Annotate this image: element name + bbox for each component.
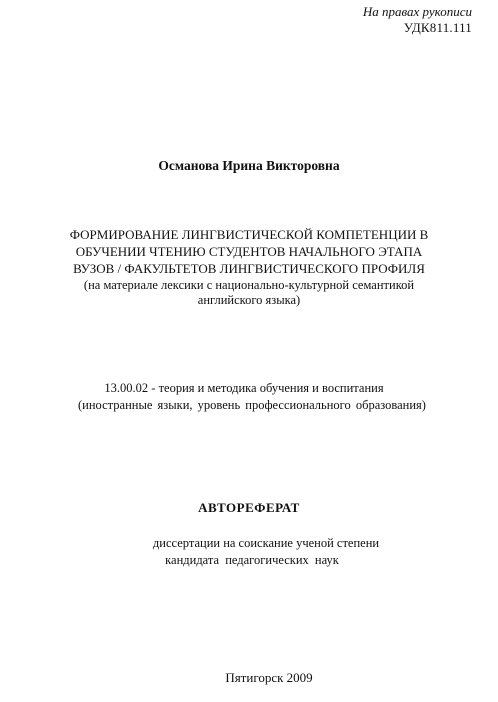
udk-code: УДК811.111	[403, 20, 472, 35]
dissertation-title	[0, 226, 498, 277]
degree-line: кандидата педагогических наук	[165, 553, 339, 567]
title-line: ФОРМИРОВАНИЕ ЛИНГВИСТИЧЕСКОЙ КОМПЕТЕНЦИИ В	[69, 227, 429, 242]
document-type-heading: АВТОРЕФЕРАТ	[198, 500, 300, 515]
title-line: ВУЗОВ / ФАКУЛЬТЕТОВ ЛИНГВИСТИЧЕСКОГО ПРОФИЛЯ	[73, 261, 425, 276]
specialty-code-line: 13.00.02 - теория и методика обучения и воспитания	[104, 381, 384, 395]
dissertation-subtitle	[0, 278, 498, 308]
specialty-block	[0, 380, 498, 414]
title-line: ОБУЧЕНИИ ЧТЕНИЮ СТУДЕНТОВ НАЧАЛЬНОГО ЭТАПА	[75, 244, 423, 259]
manuscript-rights-note: На правах рукописи	[362, 4, 472, 19]
degree-block	[0, 535, 498, 569]
subtitle-line: (на материале лексики с национально-культурной семантикой	[83, 278, 415, 292]
author-name: Османова Ирина Викторовна	[158, 158, 340, 173]
specialty-detail-line: (иностранные языки, уровень профессионального образования)	[78, 398, 426, 412]
subtitle-line: английского языка)	[197, 293, 301, 307]
degree-line: диссертации на соискание ученой степени	[152, 536, 380, 550]
city-year: Пятигорск 2009	[225, 670, 313, 685]
